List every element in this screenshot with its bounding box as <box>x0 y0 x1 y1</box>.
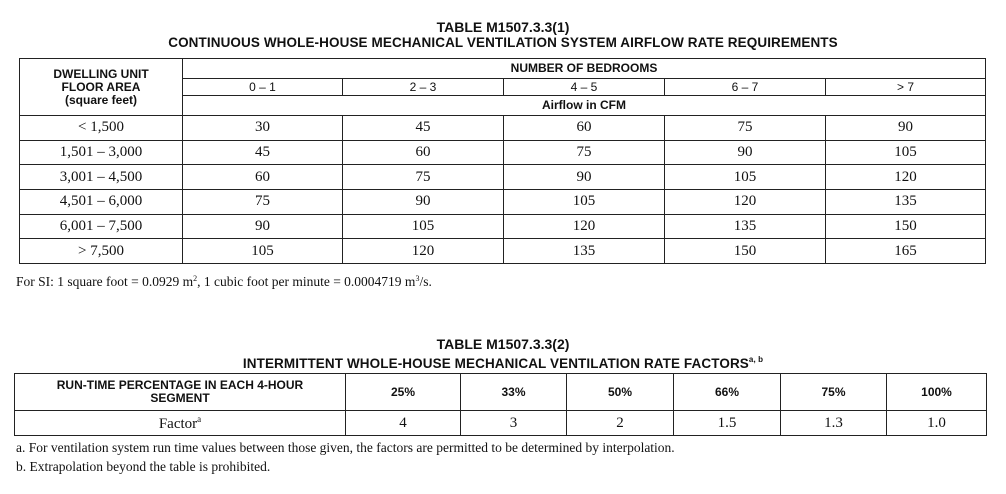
factor-value-cell: 1.0 <box>887 411 987 436</box>
factor-row <box>15 411 987 436</box>
table-row <box>20 190 986 215</box>
airflow-value-cell: 90 <box>665 140 826 165</box>
table-row <box>20 140 986 165</box>
floor-area-cell: 3,001 – 4,500 <box>20 165 183 190</box>
table2-title: INTERMITTENT WHOLE-HOUSE MECHANICAL VENTILATION RATE FACTORS <box>242 356 749 371</box>
table-row <box>20 214 986 239</box>
factor-value-cell: 3 <box>461 411 567 436</box>
airflow-value-cell: 105 <box>826 140 986 165</box>
airflow-value-cell: 60 <box>343 140 504 165</box>
factor-value-cell: 1.3 <box>781 411 887 436</box>
footnote-a: a. For ventilation system run time values between those given, the factors are permitted to be determined by interpolation. <box>16 440 675 455</box>
factor-label: Factor <box>158 415 198 432</box>
bedrooms-group-header: NUMBER OF BEDROOMS <box>183 59 986 79</box>
bedrooms-column-header: 6 – 7 <box>665 79 826 96</box>
airflow-value-cell: 105 <box>343 214 504 239</box>
runtime-percentage-column-header: 75% <box>781 374 887 411</box>
airflow-value-cell: 60 <box>183 165 343 190</box>
airflow-value-cell: 75 <box>665 116 826 141</box>
footnote-b: b. Extrapolation beyond the table is prohibited. <box>16 459 271 474</box>
si-note-part2: , 1 cubic foot per minute = 0.0004719 m <box>197 274 416 289</box>
floor-area-cell: 1,501 – 3,000 <box>20 140 183 165</box>
factor-value-cell: 1.5 <box>674 411 781 436</box>
si-note-part1: For SI: 1 square foot = 0.0929 m <box>16 274 194 289</box>
airflow-value-cell: 135 <box>826 190 986 215</box>
table-row <box>20 116 986 141</box>
airflow-value-cell: 105 <box>665 165 826 190</box>
bedrooms-column-header: 2 – 3 <box>343 79 504 96</box>
runtime-percentage-column-header: 50% <box>567 374 674 411</box>
si-note-exponent-squared: 2 <box>193 274 198 283</box>
factor-value-cell: 2 <box>567 411 674 436</box>
floor-area-cell: 4,501 – 6,000 <box>20 190 183 215</box>
si-note-exponent-cubed: 3 <box>415 274 420 283</box>
bedrooms-column-header: 4 – 5 <box>504 79 665 96</box>
airflow-value-cell: 135 <box>665 214 826 239</box>
table1-number: TABLE M1507.3.3(1) <box>436 19 570 35</box>
ventilation-rate-factors-table <box>14 373 987 436</box>
airflow-value-cell: 30 <box>183 116 343 141</box>
airflow-value-cell: 120 <box>665 190 826 215</box>
airflow-value-cell: 45 <box>343 116 504 141</box>
bedrooms-column-header: 0 – 1 <box>183 79 343 96</box>
airflow-value-cell: 120 <box>826 165 986 190</box>
table2-number: TABLE M1507.3.3(2) <box>436 336 570 352</box>
table-row <box>20 239 986 264</box>
airflow-value-cell: 105 <box>183 239 343 264</box>
airflow-value-cell: 90 <box>183 214 343 239</box>
runtime-percentage-column-header: 25% <box>346 374 461 411</box>
table-row <box>20 165 986 190</box>
factor-footnote-mark: a <box>197 413 202 424</box>
airflow-value-cell: 90 <box>504 165 665 190</box>
floor-area-header-line3: (square feet) <box>64 92 138 107</box>
airflow-value-cell: 135 <box>504 239 665 264</box>
floor-area-header-line2: FLOOR AREA <box>61 79 141 94</box>
si-note-part3: /s. <box>419 274 432 289</box>
factor-label-cell <box>15 411 346 436</box>
floor-area-cell: < 1,500 <box>20 116 183 141</box>
airflow-value-cell: 75 <box>183 190 343 215</box>
floor-area-cell: > 7,500 <box>20 239 183 264</box>
airflow-value-cell: 45 <box>183 140 343 165</box>
airflow-unit-header: Airflow in CFM <box>183 96 986 116</box>
airflow-value-cell: 120 <box>343 239 504 264</box>
floor-area-header <box>20 59 183 116</box>
si-conversion-note <box>16 271 432 290</box>
floor-area-header-line1: DWELLING UNIT <box>53 66 149 81</box>
runtime-percentage-header: RUN-TIME PERCENTAGE IN EACH 4-HOUR SEGMENT <box>15 374 346 411</box>
airflow-value-cell: 60 <box>504 116 665 141</box>
table1-title: CONTINUOUS WHOLE-HOUSE MECHANICAL VENTILATION SYSTEM AIRFLOW RATE REQUIREMENTS <box>168 35 838 50</box>
floor-area-cell: 6,001 – 7,500 <box>20 214 183 239</box>
table1-title-block <box>0 19 1006 51</box>
airflow-value-cell: 105 <box>504 190 665 215</box>
airflow-value-cell: 150 <box>665 239 826 264</box>
airflow-value-cell: 75 <box>504 140 665 165</box>
runtime-percentage-column-header: 66% <box>674 374 781 411</box>
airflow-value-cell: 150 <box>826 214 986 239</box>
airflow-value-cell: 90 <box>343 190 504 215</box>
airflow-value-cell: 120 <box>504 214 665 239</box>
bedrooms-column-header: > 7 <box>826 79 986 96</box>
table2-title-line <box>0 352 1006 372</box>
factor-value-cell: 4 <box>346 411 461 436</box>
airflow-value-cell: 90 <box>826 116 986 141</box>
airflow-value-cell: 165 <box>826 239 986 264</box>
airflow-value-cell: 75 <box>343 165 504 190</box>
table2-title-footnote-marks: a, b <box>748 355 764 364</box>
runtime-percentage-column-header: 33% <box>461 374 567 411</box>
airflow-requirements-table <box>19 58 986 264</box>
runtime-percentage-column-header: 100% <box>887 374 987 411</box>
table2-title-block <box>0 336 1006 372</box>
